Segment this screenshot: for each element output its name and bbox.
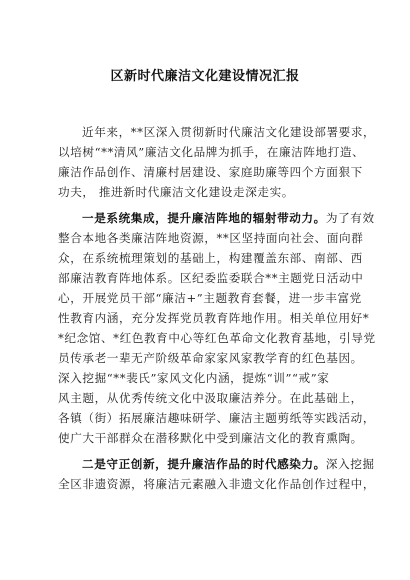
paragraph-line: 性教育内涵，充分发挥党员教育阵地作用。相关单位用好*: [58, 311, 370, 325]
paragraph-line: 近年来，**区深入贯彻新时代廉洁文化建设部署要求，: [82, 125, 376, 139]
paragraph-line: 以培树“**清风”廉洁文化品牌为抓手，在廉洁阵地打造、: [58, 145, 365, 159]
paragraph-line: 使广大干部群众在潜移默化中受到廉洁文化的教育熏陶。: [58, 431, 363, 445]
paragraph-line: 整合本地各类廉洁阵地资源，**区坚持面向社会、面向群: [58, 231, 364, 245]
paragraph-line: 全区非遗资源，将廉洁元素融入非遗文化作品创作过程中，: [58, 477, 376, 491]
paragraph-line: 众，在系统梳理策划的基础上，构建覆盖东部、南部、西: [58, 251, 363, 265]
paragraph-line: 风主题，从优秀传统文化中汲取廉洁养分。在此基础上，: [58, 391, 363, 405]
section-heading: 一是系统集成，提升廉洁阵地的辐射带动力。: [82, 211, 326, 225]
section-heading-line: 一是系统集成，提升廉洁阵地的辐射带动力。为了有效: [82, 211, 375, 225]
paragraph-line: 各镇（街）拓展廉洁趣味研学、廉洁主题剪纸等实践活动，: [58, 411, 376, 425]
document-title: 区新时代廉洁文化建设情况汇报: [110, 69, 300, 84]
paragraph-line: 心，开展党员干部“廉洁+”主题教育套餐，进一步丰富党: [58, 291, 362, 305]
section-heading: 二是守正创新，提升廉洁作品的时代感染力。: [82, 457, 326, 471]
paragraph-line: 廉洁作品创作、清廉村居建设、家庭助廉等四个方面狠下: [58, 165, 363, 179]
paragraph-line: *纪念馆、*红色教育中心等红色革命文化教育基地，引导党: [58, 331, 376, 345]
paragraph-line: 深入挖掘“**裴氏”家风文化内涵，提炼“训”“戒”家: [58, 371, 330, 385]
section-heading-line: 二是守正创新，提升廉洁作品的时代感染力。深入挖掘: [82, 457, 375, 471]
paragraph-line: 员传承老一辈无产阶级革命家家风家教学育的红色基因。: [58, 351, 363, 365]
paragraph-line: 功夫， 推进新时代廉洁文化建设走深走实。: [58, 185, 294, 199]
paragraph-line: 部廉洁教育阵地体系。区纪委监委联合**主题党日活动中: [58, 271, 364, 285]
